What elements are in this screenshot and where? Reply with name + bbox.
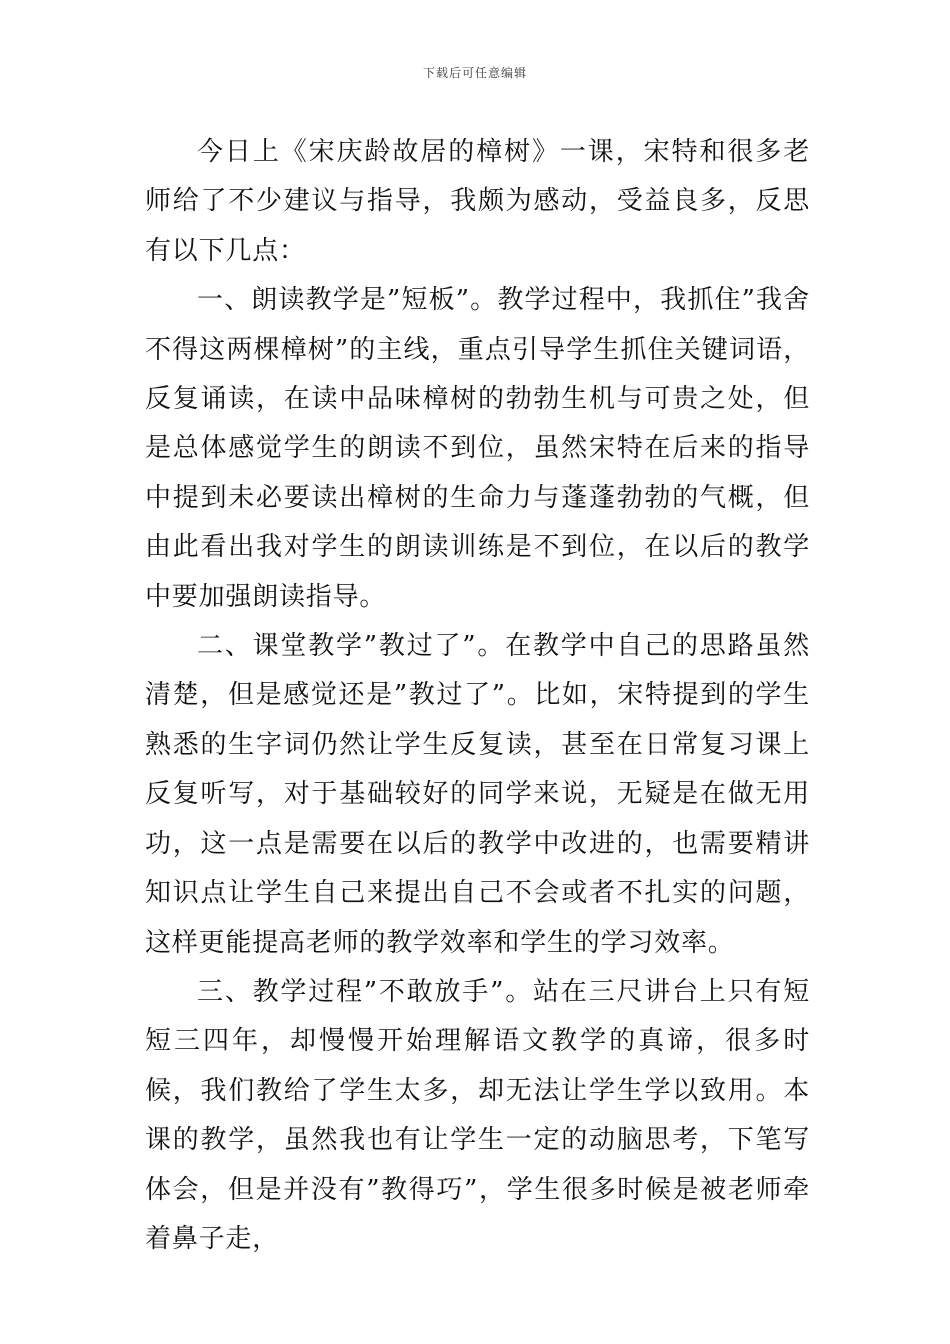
paragraph-intro: 今日上《宋庆龄故居的樟树》一课，宋特和很多老师给了不少建议与指导，我颇为感动，受益良多，反思有以下几点： (145, 137, 810, 266)
document-body (145, 128, 810, 1264)
paragraph-point-1: 一、朗读教学是”短板”。教学过程中，我抓住”我舍不得这两棵樟树”的主线，重点引导学生抓住关键词语，反复诵读，在读中品味樟树的勃勃生机与可贵之处，但是总体感觉学生的朗读不到位，虽然宋特在后来的指导中提到未必要读出樟树的生命力与蓬蓬勃勃的气概，但由此看出我对学生的朗读训练是不到位，在以后的教学中要加强朗读指导。 (145, 285, 810, 612)
paragraph-point-2: 二、课堂教学”教过了”。在教学中自己的思路虽然清楚，但是感觉还是”教过了”。比如，宋特提到的学生熟悉的生字词仍然让学生反复读，甚至在日常复习课上反复听写，对于基础较好的同学来说，无疑是在做无用功，这一点是需要在以后的教学中改进的，也需要精讲知识点让学生自己来提出自己不会或者不扎实的问题，这样更能提高老师的教学效率和学生的学习效率。 (145, 631, 810, 958)
paragraph-point-3: 三、教学过程”不敢放手”。站在三尺讲台上只有短短三四年，却慢慢开始理解语文教学的真谛，很多时候，我们教给了学生太多，却无法让学生学以致用。本课的教学，虽然我也有让学生一定的动脑思考，下笔写体会，但是并没有”教得巧”，学生很多时候是被老师牵着鼻子走， (145, 976, 810, 1254)
header-note: 下载后可任意编辑 (422, 66, 527, 80)
